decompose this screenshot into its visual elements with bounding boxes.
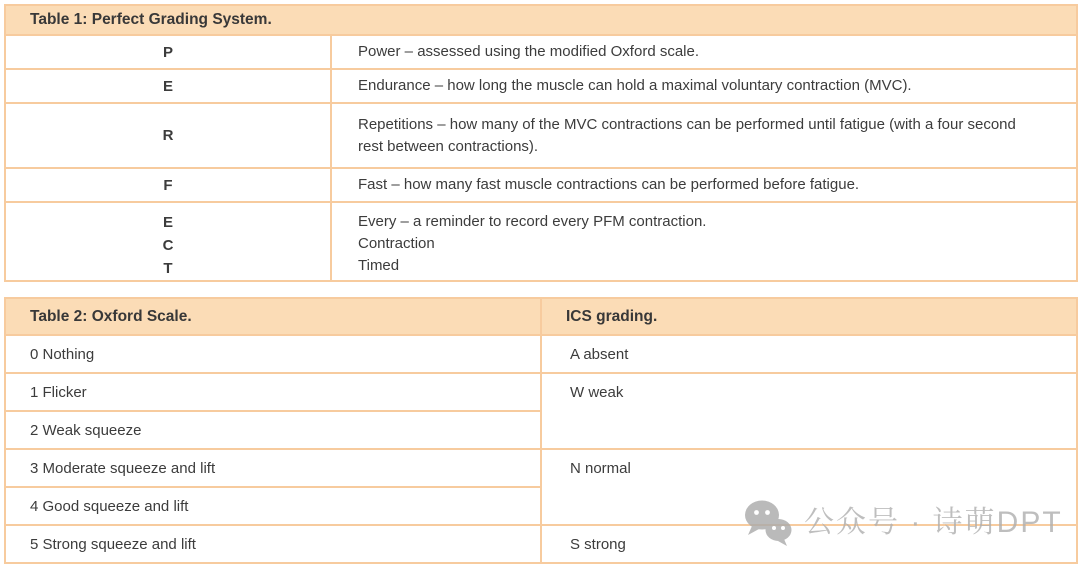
oxford-scale-table-container bbox=[4, 297, 1078, 564]
table1-title: Table 1: Perfect Grading System. bbox=[5, 5, 1077, 35]
table1-desc-power: Power – assessed using the modified Oxford scale. bbox=[331, 35, 1077, 69]
table-row bbox=[5, 5, 1077, 35]
watermark-text: 公众号 · 诗萌DPT bbox=[804, 506, 1063, 539]
table1-letter-t: T bbox=[163, 260, 173, 277]
oxford-cell-4: 4 Good squeeze and lift bbox=[5, 487, 541, 525]
table2-title-ics: ICS grading. bbox=[541, 298, 1077, 335]
table-row bbox=[5, 525, 1077, 563]
table1-desc-contraction: Contraction bbox=[358, 235, 435, 252]
table1-letter-c: C bbox=[162, 237, 174, 254]
table1-letter-p: P bbox=[5, 35, 331, 69]
oxford-cell-3: 3 Moderate squeeze and lift bbox=[5, 449, 541, 487]
oxford-cell-0: 0 Nothing bbox=[5, 335, 541, 373]
ics-cell-strong: S strong bbox=[541, 525, 1077, 563]
table1-letters-ect bbox=[5, 202, 331, 281]
table-row bbox=[5, 35, 1077, 69]
table1-desc-repetitions: Repetitions – how many of the MVC contractions can be performed until fatigue (with a four second rest between contractions). bbox=[331, 103, 1077, 168]
table1-desc-ect bbox=[331, 202, 1077, 281]
table-row bbox=[5, 202, 1077, 281]
oxford-scale-table bbox=[4, 297, 1078, 564]
ics-cell-absent: A absent bbox=[541, 335, 1077, 373]
ics-cell-weak: W weak bbox=[541, 373, 1077, 449]
table-row bbox=[5, 298, 1077, 335]
table1-desc-fast: Fast – how many fast muscle contractions can be performed before fatigue. bbox=[331, 168, 1077, 202]
oxford-cell-1: 1 Flicker bbox=[5, 373, 541, 411]
table-row bbox=[5, 373, 1077, 411]
perfect-grading-table-container bbox=[4, 4, 1078, 282]
table-row bbox=[5, 449, 1077, 487]
table1-letter-f: F bbox=[5, 168, 331, 202]
table-row bbox=[5, 168, 1077, 202]
table1-desc-timed: Timed bbox=[358, 257, 400, 274]
perfect-grading-table bbox=[4, 4, 1078, 282]
table-row bbox=[5, 69, 1077, 103]
table-row bbox=[5, 103, 1077, 168]
table-row bbox=[5, 335, 1077, 373]
table1-desc-every: Every – a reminder to record every PFM contraction. bbox=[358, 213, 707, 230]
oxford-cell-2: 2 Weak squeeze bbox=[5, 411, 541, 449]
table2-title-oxford: Table 2: Oxford Scale. bbox=[5, 298, 541, 335]
oxford-cell-5: 5 Strong squeeze and lift bbox=[5, 525, 541, 563]
table1-letter-e2: E bbox=[162, 214, 173, 231]
ics-cell-normal: N normal bbox=[541, 449, 1077, 525]
table1-letter-r: R bbox=[5, 103, 331, 168]
table1-letter-e: E bbox=[5, 69, 331, 103]
table1-desc-endurance: Endurance – how long the muscle can hold a maximal voluntary contraction (MVC). bbox=[331, 69, 1077, 103]
